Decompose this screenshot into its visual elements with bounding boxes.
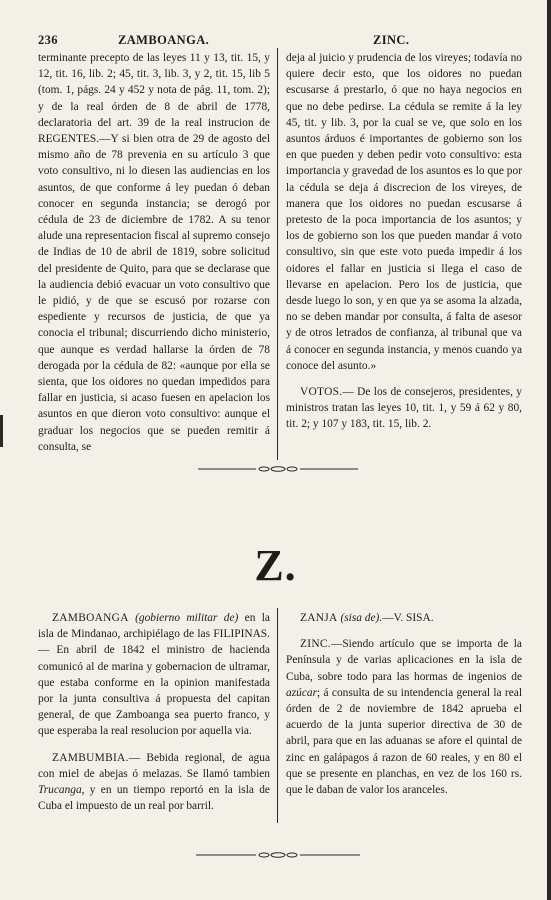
entry-zanja-qualifier: (sisa de). xyxy=(340,612,383,624)
entry-zinc-head: ZINC. xyxy=(300,638,331,651)
entry-zinc xyxy=(286,636,522,798)
running-head-right: ZINC. xyxy=(373,33,410,47)
entry-zinc-body-b: ; á consulta de su intendencia general la real órden de 2 de noviembre de 1842 aprueba el acuerdo de la junta superior directiva de 30 de abril, para que en las aduanas se afore el quintal de zinc en galápagos á razon de 60 reales, y en 80 el que se presente en planchas, en vez de los 160 rs. que le daban de valor los aranceles. xyxy=(286,686,522,797)
bottom-right-column xyxy=(286,610,522,798)
entry-zanja-body: —V. SISA. xyxy=(382,612,434,624)
ornament-rule-bottom xyxy=(196,852,360,858)
running-head-left: ZAMBOANGA. xyxy=(118,33,210,47)
entry-zamboanga-body: en la isla de Mindanao, archipiélago de las FILIPINAS. — En abril de 1842 el ministro de hacienda comunicó al de marina y gobernacion de ultramar, que estaba conforme en la opinion manifestada por la junta consultiva á propuesta del capitan general, de que Zamboanga sea puerto franco, y que esperaba la real resolucion por aquella via. xyxy=(38,612,270,738)
section-letter: Z. xyxy=(254,541,297,590)
entry-zamboanga-qualifier: (gobierno militar de) xyxy=(135,612,239,624)
entry-zambumbia-head: ZAMBUMBIA. xyxy=(52,751,129,764)
entry-zamboanga xyxy=(38,610,270,740)
entry-votos-body: — De los de consejeros, presidentes, y ministros tratan las leyes 10, tit. 1, y 59 á 62 y 80, tit. 2; y 107 y 183, tit. 15, lib. 2. xyxy=(286,386,522,431)
column-divider-top xyxy=(277,48,278,460)
page-edge-shadow xyxy=(547,0,551,900)
entry-zambumbia-body-a: — Bebida regional, de agua con miel de abejas ó melazas. Se llamó tambien xyxy=(38,751,270,780)
entry-zamboanga-head: ZAMBOANGA xyxy=(52,612,129,624)
column-divider-bottom xyxy=(277,608,278,823)
entry-zinc-body-a: —Siendo artículo que se importa de la Península y de varias aplicaciones en la isla de Cuba, sobre todo para las hormas de ingenios de xyxy=(286,638,522,683)
entry-votos xyxy=(286,384,522,433)
continued-paragraph: terminante precepto de las leyes 11 y 13, tit. 15, y 12, tit. 16, lib. 2; 45, tit. 3, lib. 3, y 2, tit. 15, lib 5 (tom. 1, págs. 24 y 452 y nota de pág. 11, tom. 2); y de la real órden de 8 de abril de 1778, declaratoria del art. 39 de la real instrucion de REGENTES.—Y si bien otra de 29 de agosto del mismo año de 78 prevenia en su artículo 3 que voto consultivo, ni lo diesen las audiencias en los asuntos, de que conforme á ley puedan ó deban conocer en segunda instancia; se derogó por cédula de 23 de diciembre de 1782. A su tenor alude una representacion fiscal al supremo consejo de Indias de 10 de abril de 1819, sobre solicitud del presidente de Quito, para que se declarase que la audiencia debió evacuar un voto consultivo que le pidió, y de que se escusó por rozarse con espediente y recursos de justicia, de que ya conocia el tribunal; discurriendo dicho ministerio, que aunque es verdad hallarse la órden de 78 derogada por la cédula de 82: «aunque por ella se sienta, que los oidores no quedan impedidos para fallar en justicia, si acaso fuesen en apelacion los asuntos en que dieron voto consultivo: aunque el graduar los negocios que se pueden remitir á consulta, se xyxy=(38,52,270,453)
entry-votos-head: VOTOS. xyxy=(300,386,343,399)
entry-zambumbia-body-b: , y en un tiempo reportó en la isla de Cuba el impuesto de un real por barril. xyxy=(38,784,270,813)
page-edge-mark xyxy=(0,415,3,447)
entry-zanja-head: ZANJA xyxy=(300,612,338,624)
spacer xyxy=(286,374,522,384)
top-left-column xyxy=(38,50,270,455)
quoted-paragraph: deja al juicio y prudencia de los vireyes; todavía no quiere decir esto, que los oidores no puedan escusarse á prestarlo, ó que no haya negocios en que no debe pedirse. La cédula se remite á la ley 45, tit. y lib. 3, por la cual se ve, que solo en los asuntos árduos é importantes de gobierno son los en que pueden y deben pedir voto consultivo: esta importancia y gravedad de los asuntos es lo que por la cédula se deja á discrecion de los vireyes, de manera que los oidores no puedan escusarse á pretesto de la poca importancia de los asuntos; y los de gobierno son los que pueden mandar á voto consultivo, sin que este voto pueda impedir á los oidores el fallar en justicia si llega el caso de llevarse en apelacion. Pero los de justicia, que desde luego lo son, y en que ya se asoma la alzada, no se deben mandar por consulta, á falta de asesor y de otros letrados de confianza, al tribunal que va á conocer en segunda instancia, y menos cuando ya conoce del asunto.» xyxy=(286,52,522,372)
spacer xyxy=(286,626,522,636)
ornament-rule-top xyxy=(198,466,358,472)
spacer xyxy=(38,740,270,750)
page-number: 236 xyxy=(38,33,58,47)
entry-zanja xyxy=(286,610,522,626)
entry-zambumbia xyxy=(38,750,270,815)
entry-zinc-term: azúcar xyxy=(286,686,318,699)
top-right-column xyxy=(286,50,522,433)
entry-zambumbia-term: Trucanga xyxy=(38,784,82,797)
bottom-left-column xyxy=(38,610,270,814)
